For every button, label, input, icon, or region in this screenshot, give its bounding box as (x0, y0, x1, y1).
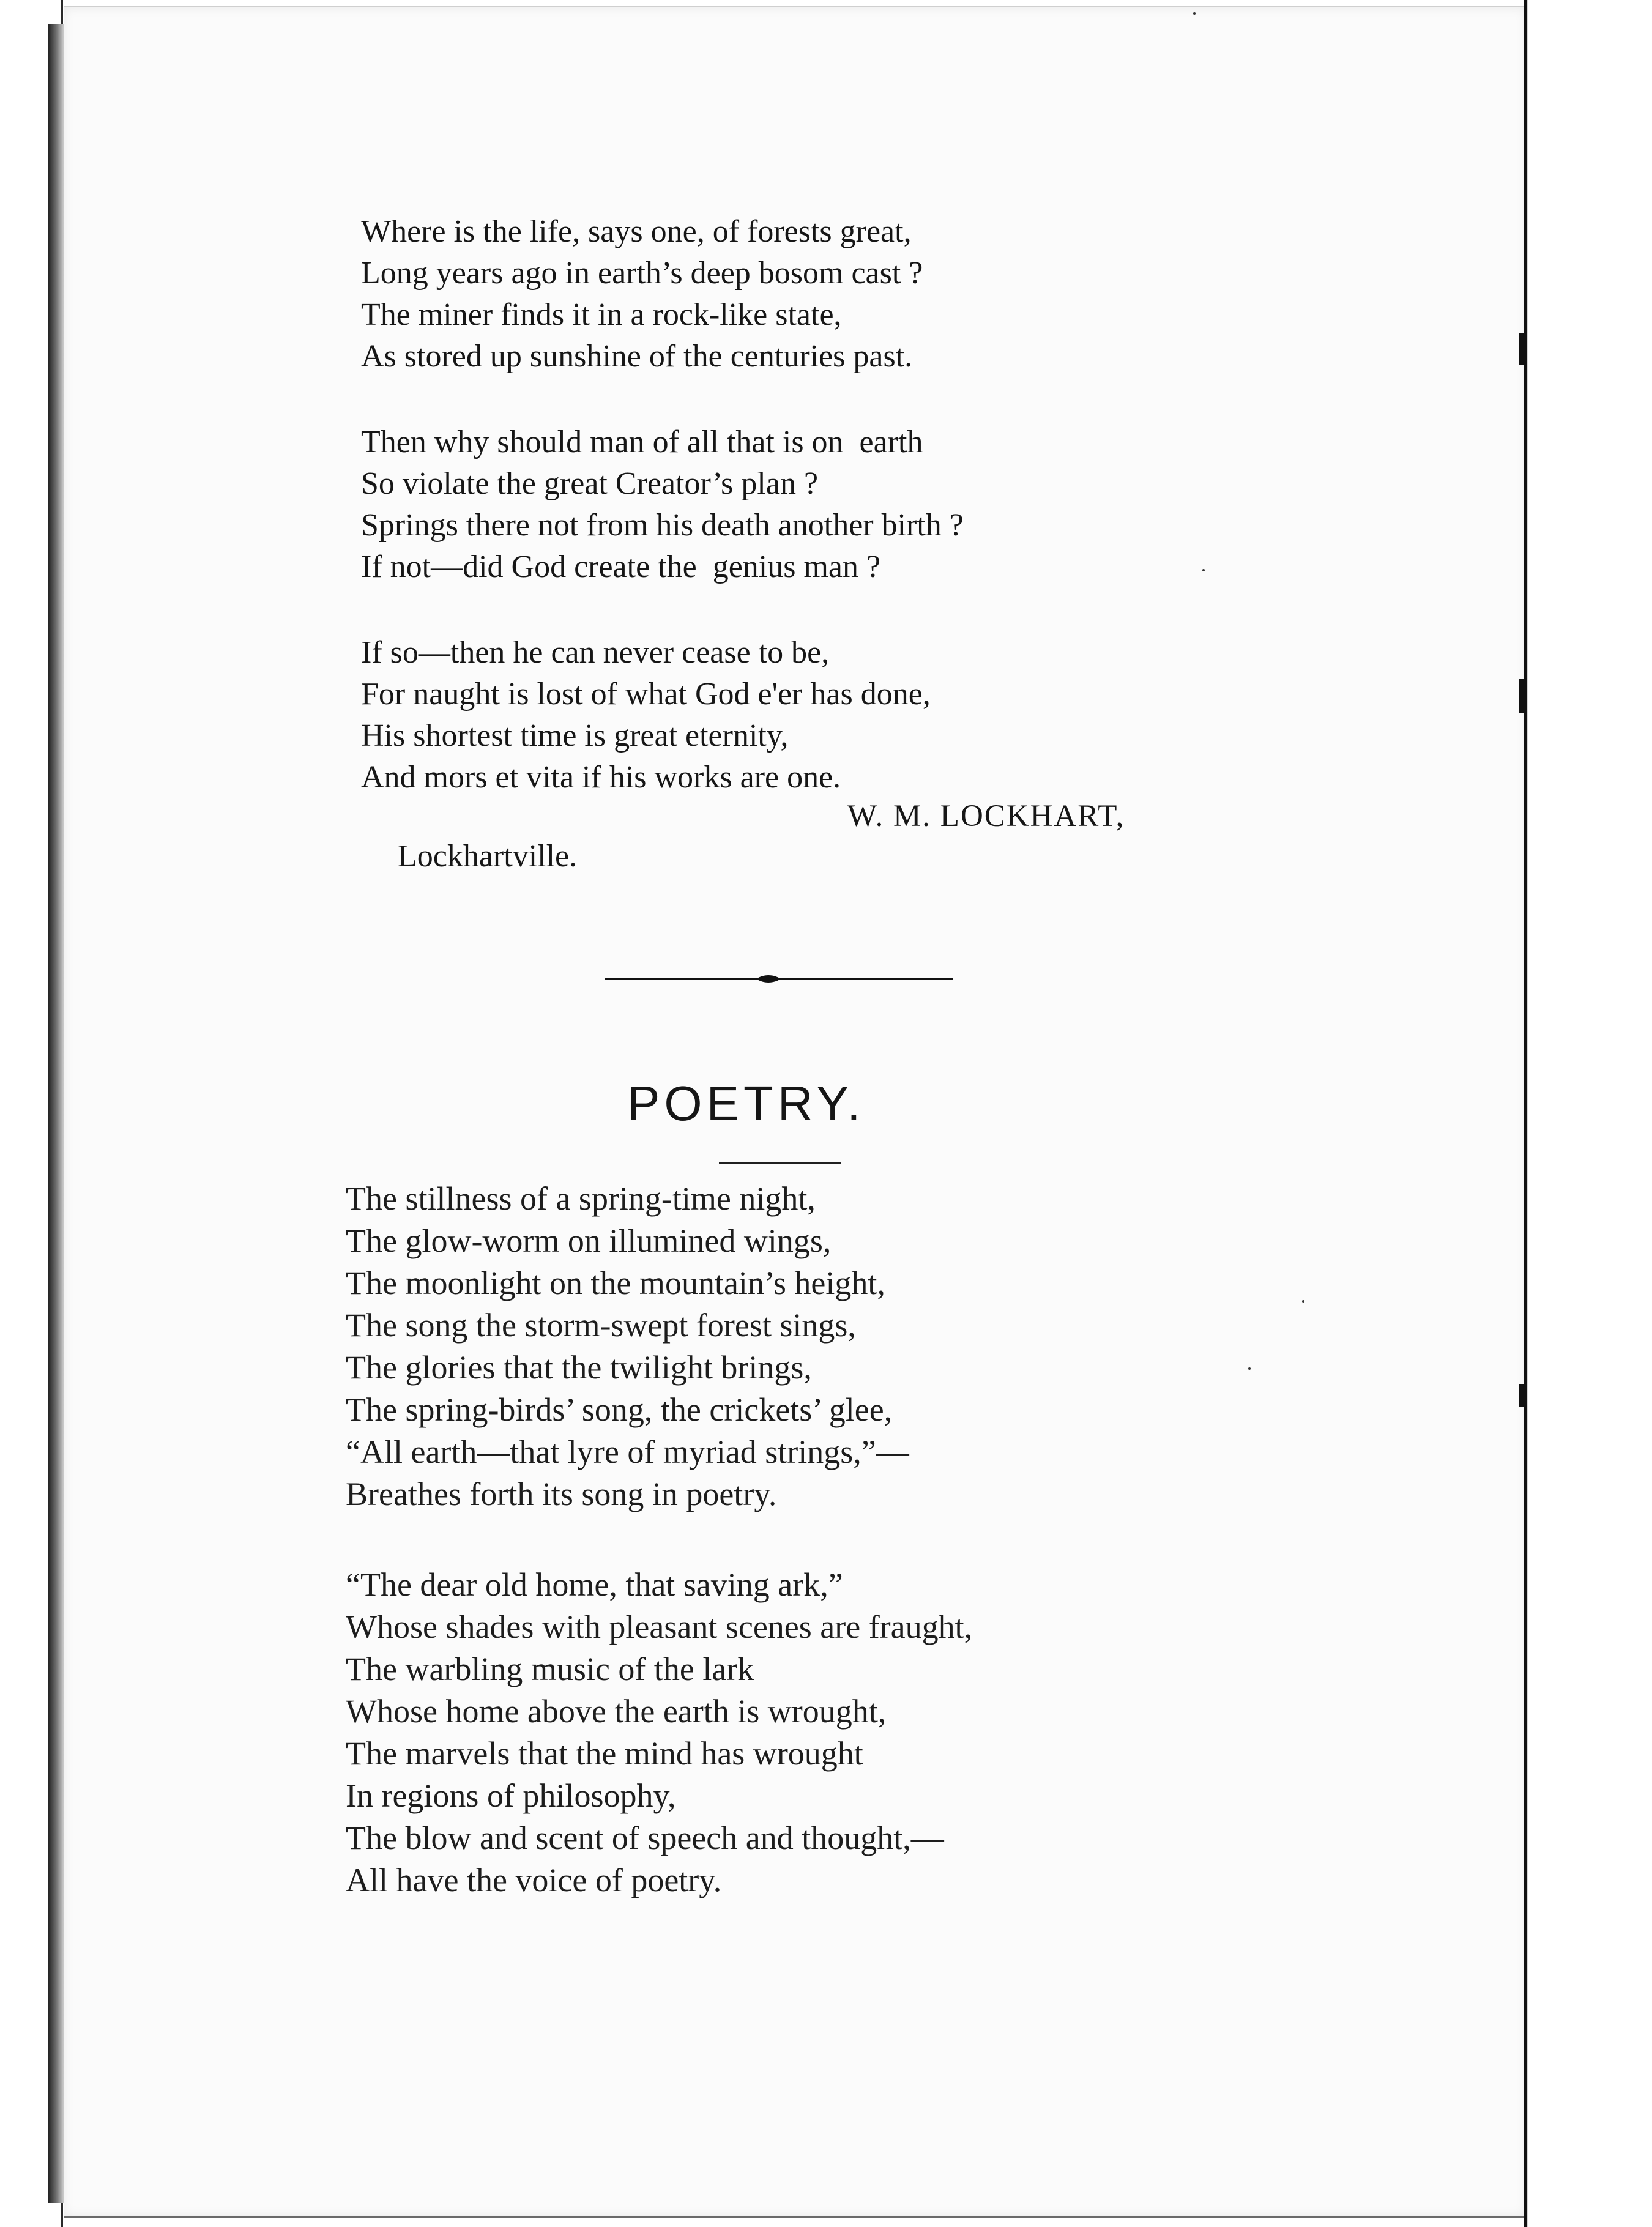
poem-line: Whose shades with pleasant scenes are fraught, (346, 1608, 973, 1645)
poem-line: And mors et vita if his works are one. (361, 760, 841, 795)
poem-line: If so—then he can never cease to be, (361, 635, 830, 670)
poem-line: The blow and scent of speech and thought,— (346, 1820, 944, 1856)
poem-line: The glories that the twilight brings, (346, 1349, 812, 1386)
upper-poem-stanza-2 (361, 422, 1248, 588)
poem-line: The marvels that the mind has wrought (346, 1735, 863, 1772)
poem-line: His shortest time is great eternity, (361, 718, 789, 753)
poem-line: The warbling music of the lark (346, 1651, 754, 1687)
poetry-title: POETRY. (627, 1076, 865, 1131)
scan-speck (1202, 569, 1205, 571)
poem-line: Breathes forth its song in poetry. (346, 1476, 777, 1512)
scan-speck (1302, 1300, 1304, 1303)
poem-line: The song the storm-swept forest sings, (346, 1307, 856, 1344)
right-scan-mark (1519, 333, 1525, 365)
poem-line: Then why should man of all that is on earth (361, 425, 923, 459)
ornament-center-shape (756, 975, 781, 983)
title-rule (719, 1162, 841, 1164)
poetry-stanza-1 (346, 1178, 1233, 1515)
poetry-stanza-2 (346, 1564, 1233, 1902)
poem-line: Springs there not from his death another birth ? (361, 508, 964, 543)
scan-speck (1193, 12, 1196, 15)
poem-line: “The dear old home, that saving ark,” (346, 1566, 843, 1603)
upper-poem (361, 211, 1248, 798)
poem-line: So violate the great Creator’s plan ? (361, 466, 819, 501)
poem-line: The moonlight on the mountain’s height, (346, 1265, 885, 1301)
poetry-poem (346, 1178, 1233, 1902)
poem-line: Where is the life, says one, of forests great, (361, 214, 912, 249)
poem-line: The spring-birds’ song, the crickets’ glee, (346, 1391, 893, 1428)
poem-line: The miner finds it in a rock-like state, (361, 297, 842, 332)
author-signature: W. M. LOCKHART, (847, 799, 1125, 833)
poem-line: Long years ago in earth’s deep bosom cast ? (361, 256, 923, 291)
section-ornament (605, 970, 953, 988)
right-scan-margin (1527, 0, 1652, 2227)
right-scan-mark (1519, 679, 1525, 713)
author-place: Lockhartville. (398, 839, 578, 874)
poem-line: The glow-worm on illumined wings, (346, 1222, 832, 1259)
poem-line: For naught is lost of what God e'er has done, (361, 677, 931, 712)
right-scan-mark (1519, 1384, 1525, 1407)
poem-line: If not—did God create the genius man ? (361, 549, 881, 584)
scan-speck (1248, 1367, 1251, 1370)
poem-line: All have the voice of poetry. (346, 1862, 722, 1898)
poem-line: In regions of philosophy, (346, 1777, 676, 1814)
poem-line: As stored up sunshine of the centuries past. (361, 339, 913, 374)
poem-line: Whose home above the earth is wrought, (346, 1693, 887, 1730)
upper-poem-stanza-3 (361, 632, 1248, 798)
poem-line: “All earth—that lyre of myriad strings,”— (346, 1433, 909, 1470)
poem-line: The stillness of a spring-time night, (346, 1180, 816, 1217)
upper-poem-stanza-1 (361, 211, 1248, 377)
